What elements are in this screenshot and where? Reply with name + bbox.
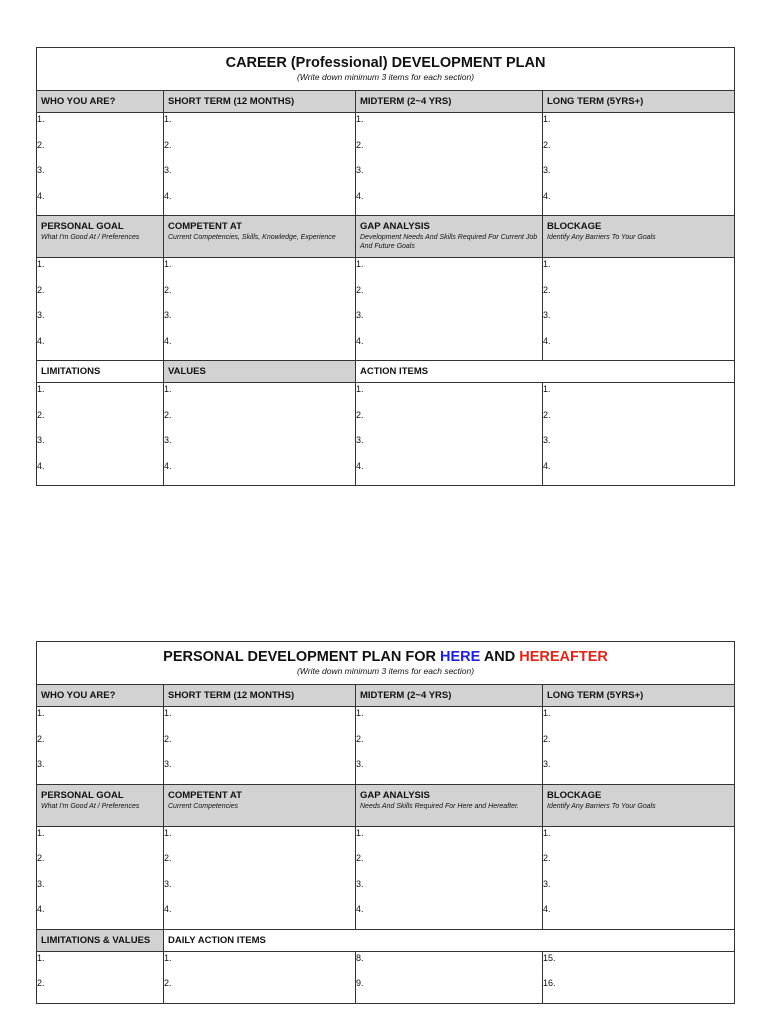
plan2-header-who: WHO YOU ARE? [37, 685, 164, 707]
plan1-items-action-a[interactable]: 1. 2. 3. 4. [356, 383, 543, 486]
plan1-title-cell [37, 48, 735, 91]
plan1-items-personal-goal[interactable]: 1. 2. 3. 4. [37, 258, 164, 361]
plan1-header-blockage: BLOCKAGE Identify Any Barriers To Your Goals [543, 216, 735, 258]
plan2-items-short-term[interactable]: 1. 2. 3. [164, 707, 356, 785]
plan1-header-limitations: LIMITATIONS [37, 361, 164, 383]
plan2-items-row-3 [37, 951, 735, 1003]
plan2-items-personal-goal[interactable]: 1. 2. 3. 4. [37, 826, 164, 929]
plan2-items-blockage[interactable]: 1. 2. 3. 4. [543, 826, 735, 929]
plan1-items-action-b[interactable]: 1. 2. 3. 4. [543, 383, 735, 486]
plan1-items-midterm[interactable]: 1. 2. 3. 4. [356, 113, 543, 216]
plan2-items-who[interactable]: 1. 2. 3. [37, 707, 164, 785]
plan1-items-blockage[interactable]: 1. 2. 3. 4. [543, 258, 735, 361]
plan1-header-action-items: ACTION ITEMS [356, 361, 735, 383]
plan2-items-long-term[interactable]: 1. 2. 3. [543, 707, 735, 785]
plan1-header-short-term: SHORT TERM (12 MONTHS) [164, 91, 356, 113]
plan1-header-gap-analysis: GAP ANALYSIS Development Needs And Skills Required For Current Job And Future Goals [356, 216, 543, 258]
plan1-items-short-term[interactable]: 1. 2. 3. 4. [164, 113, 356, 216]
plan2-items-gap-analysis[interactable]: 1. 2. 3. 4. [356, 826, 543, 929]
plan1-items-gap-analysis[interactable]: 1. 2. 3. 4. [356, 258, 543, 361]
plan2-header-gap-analysis: GAP ANALYSIS Needs And Skills Required For Here and Hereafter. [356, 784, 543, 826]
plan1-header-competent-at: COMPETENT AT Current Competencies, Skills, Knowledge, Experience [164, 216, 356, 258]
plan1-header-personal-goal: PERSONAL GOAL What I'm Good At / Preferences [37, 216, 164, 258]
plan1-items-limitations[interactable]: 1. 2. 3. 4. [37, 383, 164, 486]
plan2-items-limitations-values[interactable]: 1. 2. [37, 951, 164, 1003]
plan2-items-midterm[interactable]: 1. 2. 3. [356, 707, 543, 785]
career-development-plan-table [36, 47, 735, 486]
plan2-items-row-2 [37, 826, 735, 929]
plan2-title-cell [37, 642, 735, 685]
plan1-items-competent-at[interactable]: 1. 2. 3. 4. [164, 258, 356, 361]
plan2-header-short-term: SHORT TERM (12 MONTHS) [164, 685, 356, 707]
plan2-items-competent-at[interactable]: 1. 2. 3. 4. [164, 826, 356, 929]
plan1-header-values: VALUES [164, 361, 356, 383]
plan2-title: PERSONAL DEVELOPMENT PLAN FOR HERE AND HEREAFTER [163, 649, 608, 665]
personal-development-plan-table [36, 641, 735, 1004]
plan2-header-long-term: LONG TERM (5YRS+) [543, 685, 735, 707]
plan2-header-blockage: BLOCKAGE Identify Any Barriers To Your Goals [543, 784, 735, 826]
plan1-header-midterm: MIDTERM (2~4 YRS) [356, 91, 543, 113]
plan2-items-daily-a[interactable]: 1. 2. [164, 951, 356, 1003]
plan2-header-daily-action-items: DAILY ACTION ITEMS [164, 929, 735, 951]
plan1-items-who[interactable]: 1. 2. 3. 4. [37, 113, 164, 216]
plan1-items-values[interactable]: 1. 2. 3. 4. [164, 383, 356, 486]
plan2-subtitle: (Write down minimum 3 items for each section) [296, 666, 475, 676]
plan2-header-personal-goal: PERSONAL GOAL What I'm Good At / Preferences [37, 784, 164, 826]
plan1-title: CAREER (Professional) DEVELOPMENT PLAN [225, 55, 546, 71]
plan1-header-long-term: LONG TERM (5YRS+) [543, 91, 735, 113]
plan2-title-here: HERE [440, 649, 481, 665]
plan1-items-long-term[interactable]: 1. 2. 3. 4. [543, 113, 735, 216]
plan1-items-row-1 [37, 113, 735, 216]
plan2-items-row-1 [37, 707, 735, 785]
plan1-items-row-3 [37, 383, 735, 486]
plan1-items-row-2 [37, 258, 735, 361]
plan1-subtitle: (Write down minimum 3 items for each section) [296, 72, 475, 82]
plan2-header-limitations-values: LIMITATIONS & VALUES [37, 929, 164, 951]
plan2-header-midterm: MIDTERM (2~4 YRS) [356, 685, 543, 707]
plan1-header-who: WHO YOU ARE? [37, 91, 164, 113]
plan2-items-daily-c[interactable]: 15. 16. [543, 951, 735, 1003]
plan2-items-daily-b[interactable]: 8. 9. [356, 951, 543, 1003]
plan2-header-competent-at: COMPETENT AT Current Competencies [164, 784, 356, 826]
plan2-title-hereafter: HEREAFTER [519, 649, 608, 665]
